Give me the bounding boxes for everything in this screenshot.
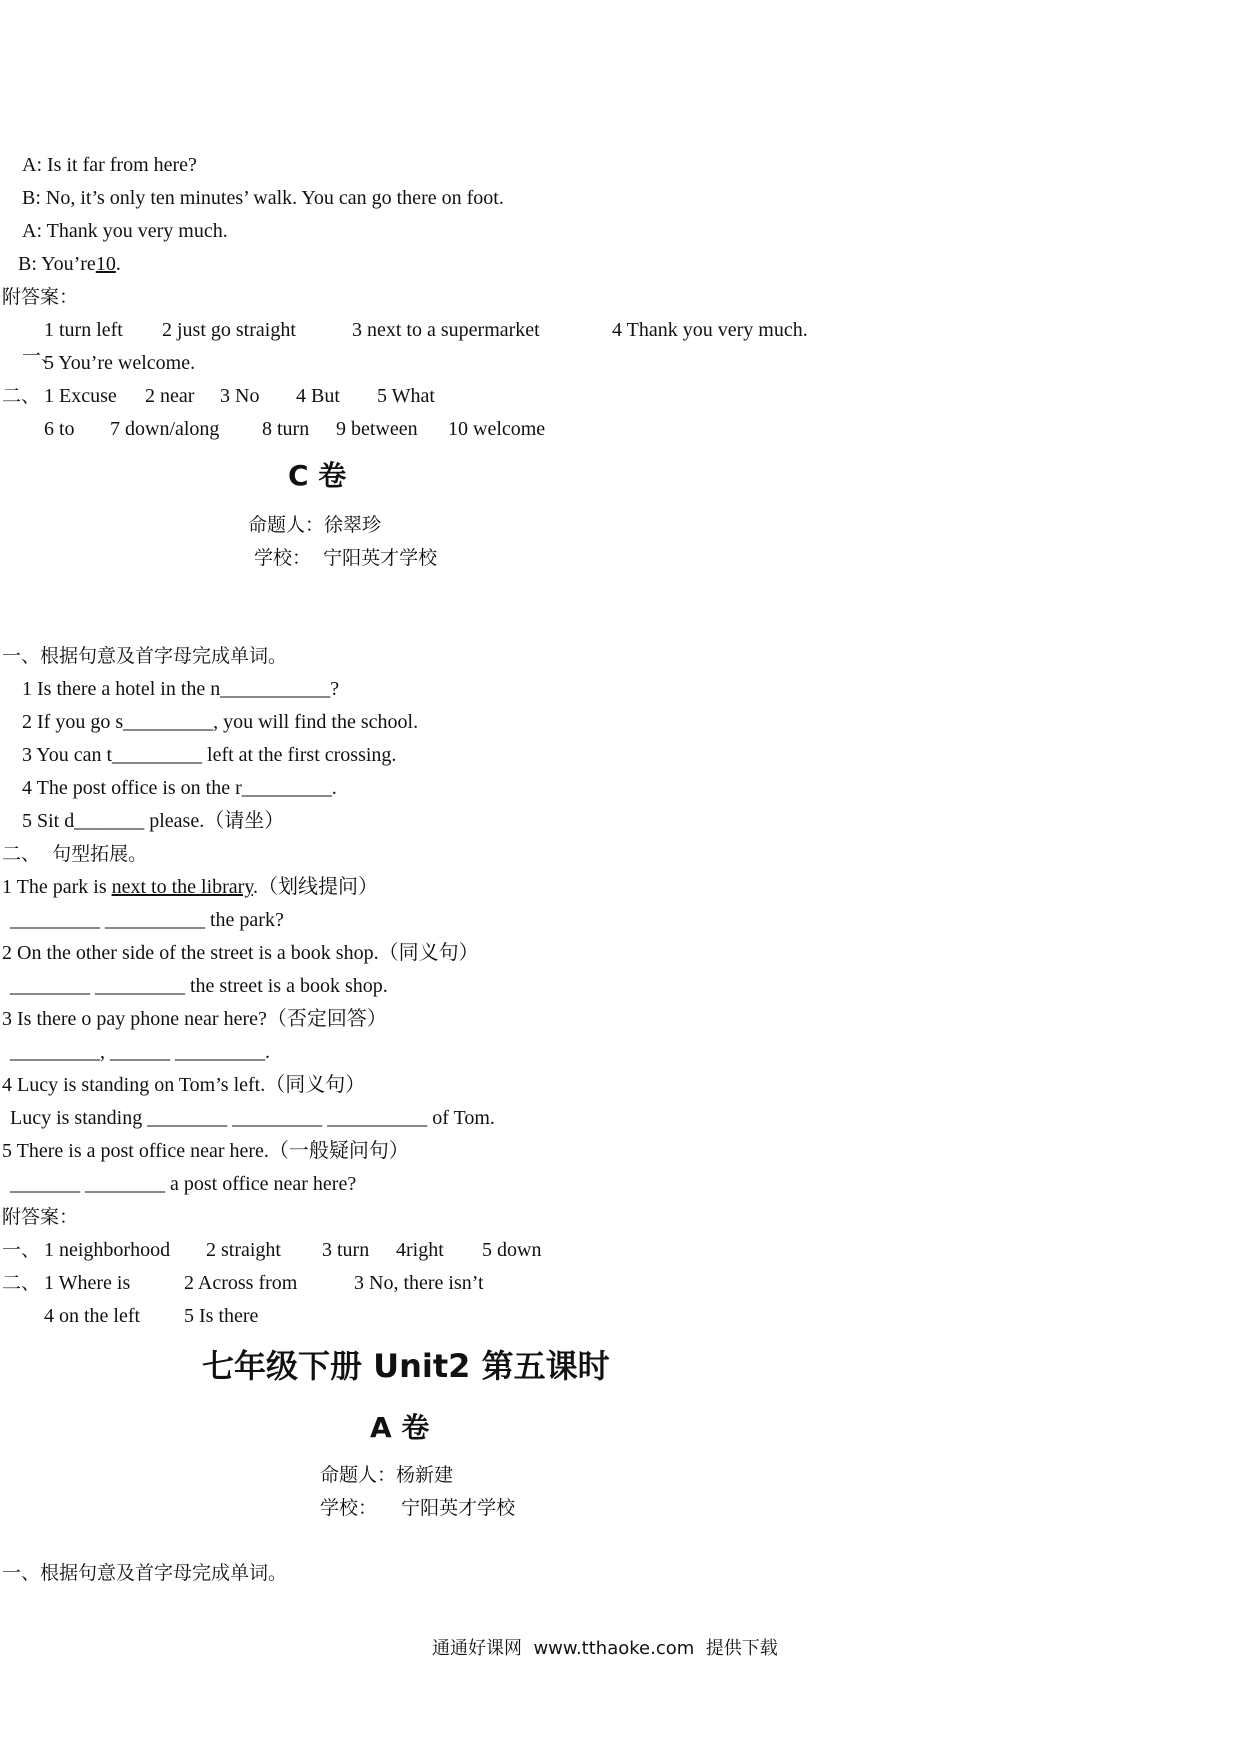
question-item: 5 Sit d_______ please.（请坐） [22, 810, 285, 832]
answer-item: 2 near [145, 385, 195, 407]
answer-item: 5 Is there [184, 1305, 259, 1327]
author-line: 命题人：杨新建 [320, 1464, 454, 1486]
section-title: C 卷 [288, 459, 347, 492]
dialogue-line-3: A: Thank you very much. [22, 220, 228, 242]
answer-item: 5 You’re welcome. [44, 352, 196, 374]
lesson-title: 七年级下册 Unit2 第五课时 [202, 1347, 610, 1385]
school-line: 学校： 宁阳英才学校 [320, 1497, 516, 1519]
answers-part2-label: 二、 [2, 385, 41, 407]
question-item: 3 You can t_________ left at the first crossing. [22, 744, 397, 766]
answer-item: 3 No, there isn’t [354, 1272, 484, 1294]
answer-item: 3 turn [322, 1239, 370, 1261]
page-footer: 通通好课网 www.tthaoke.com 提供下载 [432, 1638, 778, 1659]
answer-item: 5 down [482, 1239, 542, 1261]
answer-blank-line: ________ _________ the street is a book shop. [10, 975, 388, 997]
question-title: 一、根据句意及首字母完成单词。 [2, 1562, 288, 1584]
author-line: 命题人：徐翠珍 [248, 514, 382, 536]
answers-part1-row1: 一、 [22, 345, 61, 367]
answer-item: 5 What [377, 385, 435, 407]
question-item: 4 The post office is on the r_________. [22, 777, 337, 799]
paper-title: A 卷 [370, 1411, 430, 1444]
question-item: 2 If you go s_________, you will find the school. [22, 711, 419, 733]
answers-part1-label: 一、 [2, 1239, 41, 1261]
answer-item: 2 Across from [184, 1272, 298, 1294]
dialogue-line-4: B: You’re10. [18, 253, 121, 275]
answer-item: 3 No [220, 385, 260, 407]
answer-item: 6 to [44, 418, 75, 440]
answer-item: 9 between [336, 418, 418, 440]
question-item: 5 There is a post office near here.（一般疑问句） [2, 1140, 409, 1162]
answer-item: 3 next to a supermarket [352, 319, 540, 341]
school-line: 学校： 宁阳英才学校 [254, 547, 438, 569]
answer-item: 1 Excuse [44, 385, 117, 407]
answer-item: 7 down/along [110, 418, 220, 440]
question-title: 一、根据句意及首字母完成单词。 [2, 645, 288, 667]
answers-part2-label: 二、 [2, 1272, 41, 1294]
answer-item: 1 neighborhood [44, 1239, 171, 1261]
answer-blank-line: _______ ________ a post office near here? [10, 1173, 357, 1195]
answer-item: 2 just go straight [162, 319, 296, 341]
question-item: 1 Is there a hotel in the n___________? [22, 678, 340, 700]
question-item: 3 Is there o pay phone near here?（否定回答） [2, 1008, 387, 1030]
answer-item: 4 Thank you very much. [612, 319, 808, 341]
question-item: 4 Lucy is standing on Tom’s left.（同义句） [2, 1074, 366, 1096]
answer-item: 1 Where is [44, 1272, 131, 1294]
answer-item: 2 straight [206, 1239, 281, 1261]
question-item: 1 The park is next to the library.（划线提问） [2, 876, 379, 898]
answer-blank-line: _________ __________ the park? [10, 909, 284, 931]
answer-item: 10 welcome [448, 418, 546, 440]
answer-blank-line: _________, ______ _________. [10, 1041, 270, 1063]
answers-title: 附答案： [2, 286, 79, 308]
question-item: 2 On the other side of the street is a book shop.（同义句） [2, 942, 479, 964]
answer-item: 4 on the left [44, 1305, 141, 1327]
answer-item: 1 turn left [44, 319, 123, 341]
answer-item: 4 But [296, 385, 340, 407]
answers-title: 附答案： [2, 1206, 79, 1228]
answer-item: 4right [396, 1239, 444, 1261]
dialogue-line-1: A: Is it far from here? [22, 154, 197, 176]
question-title: 二、 句型拓展。 [2, 843, 148, 865]
answer-blank-line: Lucy is standing ________ _________ __________ of Tom. [10, 1107, 495, 1129]
dialogue-line-2: B: No, it’s only ten minutes’ walk. You can go there on foot. [22, 187, 504, 209]
answer-item: 8 turn [262, 418, 310, 440]
